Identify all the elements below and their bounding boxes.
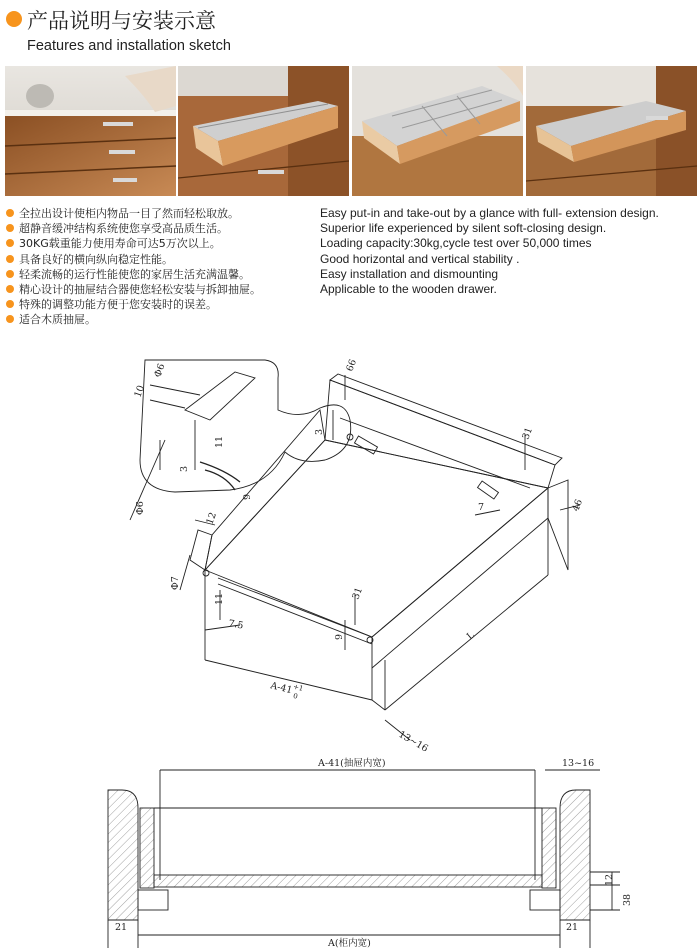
dim-label: A(柜内宽) — [328, 938, 371, 949]
feature-item-cn: 特殊的调整功能方便于您安装时的误差。 — [6, 297, 261, 312]
dim-label: 9 — [334, 633, 345, 640]
dim-label: 31 — [520, 425, 535, 442]
dim-label: 12 — [604, 873, 615, 886]
feature-item-cn: 全拉出设计使柜内物品一目了然而轻松取放。 — [6, 206, 261, 221]
drawer-front-panel — [372, 488, 548, 668]
feature-item-cn: 具备良好的横向纵向稳定性能。 — [6, 252, 261, 267]
dim-label: 31 — [350, 585, 365, 602]
dim-label: 13~16 — [562, 758, 595, 769]
section-drawing — [108, 770, 620, 948]
dim-label: 7.5 — [227, 618, 245, 632]
feature-item-cn: 超静音缓冲结构系统使您享受高品质生活。 — [6, 221, 261, 236]
dim-label: 38 — [622, 893, 633, 906]
dim-label: 3 — [179, 465, 190, 472]
dim-label: Φ7 — [170, 576, 181, 590]
drawer-bottom-outline — [205, 440, 548, 637]
feature-item-cn: 适合木质抽屉。 — [6, 312, 261, 327]
dim-label: 11 — [214, 592, 225, 605]
dim-label: A-41(抽屉内宽) — [318, 758, 386, 769]
feature-item-en: Easy put-in and take-out by a glance with full- extension design. — [320, 206, 659, 220]
dim-label: 66 — [344, 357, 359, 374]
dim-label: 3 — [314, 428, 325, 435]
dim-label: Φ6 — [152, 362, 168, 380]
dim-label: 13~16 — [396, 729, 430, 755]
feature-item-en: Loading capacity:30kg,cycle test over 50,000 times — [320, 236, 592, 251]
feature-item-cn: 轻柔流畅的运行性能使您的家居生活充满温馨。 — [6, 267, 261, 282]
drawer-front-panel-side — [548, 480, 568, 570]
feature-item-cn: 精心设计的抽屉结合器使您轻松安装与拆卸抽屉。 — [6, 282, 261, 297]
feature-item-cn: 30KG载重能力使用寿命可达5万次以上。 — [6, 236, 261, 251]
title-cn: 产品说明与安装示意 — [27, 9, 216, 33]
dim-label: L — [464, 629, 477, 643]
dim-label: 9 — [242, 493, 253, 500]
drawer-isometric — [190, 374, 568, 710]
dim-label: 21 — [115, 922, 128, 933]
feature-item-en: Easy installation and dismounting — [320, 266, 499, 281]
detail-bubble — [140, 360, 351, 492]
dim-label: 7 — [478, 502, 485, 513]
dim-label: 46 — [570, 497, 585, 514]
feature-item-en: Superior life experienced by silent soft-closing design. — [320, 221, 607, 236]
feature-item-en: Good horizontal and vertical stability . — [320, 251, 520, 266]
dim-label: Φ6 — [135, 501, 146, 515]
feature-item-en: Applicable to the wooden drawer. — [320, 282, 497, 297]
dim-label: 11 — [214, 435, 225, 448]
dim-label: 21 — [566, 922, 579, 933]
title-en: Features and installation sketch — [27, 38, 231, 54]
dim-label: $A-41^{+1}0$ — [269, 680, 305, 701]
dim-label: 12 — [204, 510, 219, 527]
dim-label: 10 — [132, 383, 147, 400]
